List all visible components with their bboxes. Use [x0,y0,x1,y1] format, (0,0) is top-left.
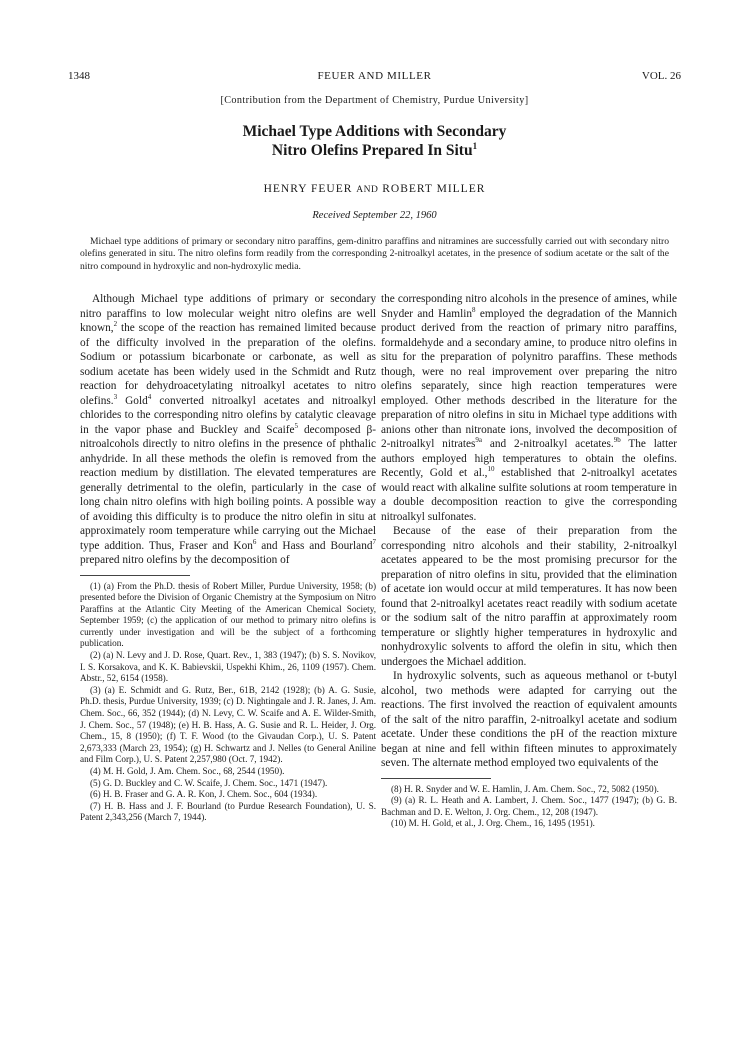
paragraph: Because of the ease of their preparation from the corresponding nitro alcohols and their stability, 2-nitroalkyl acetates appeared to be the most promising precursor for the preparation of nitro olefins in situ, provided that the elimination of acetate ion would occur at mild temperatures. It has now been found that 2-nitroalkyl acetates react readily with sodium acetate or the sodium salt of the nitro paraffin at approximately room temperature or slightly higher temperatures in hydroxylic and nonhydroxylic solvents to afford the olefin in situ, which then undergoes the Michael addition. [381,525,677,668]
received-date: Received September 22, 1960 [312,210,437,221]
author-conjunction: AND [356,185,379,195]
paragraph: the corresponding nitro alcohols in the presence of amines, while Snyder and Hamlin$^8$ employed the degradation of the Mannich product derived from the reaction of primary nitro paraffins, formaldehyde and a secondary amine, to produce nitro olefins in situ for the preparation of polynitro paraffins. These methods though, were no real improvement over preparing the nitro olefins separately, since high reaction temperatures were employed. Other methods described in the literature for the preparation of nitro olefins in situ in Michael type additions with anions other than nitronate ions, involved the decomposition of 2-nitroalkyl nitrates$^{9a}$ and 2-nitroalkyl acetates.$^{9b}$ The latter authors employed high temperatures to obtain the olefins. Recently, Gold et al.,$^{10}$ established that 2-nitroalkyl acetates would react with alkaline sulfite solutions at room temperature in a double decomposition reaction to give the corresponding nitroalkyl sulfonates. [381,293,677,523]
title-footnote-ref: 1 [472,140,478,151]
footnotes-right [381,784,677,830]
page-number: 1348 [68,70,90,82]
abstract: Michael type additions of primary or secondary nitro paraffins, gem-dinitro paraffins and nitramines are successfully carried out with secondary nitro olefins generated in situ. The nitro olefins form readily from the corresponding 2-nitroalkyl acetates, in the presence of sodium acetate or the salt of the nitro compound in hydroxylic and non-hydroxylic media. [80,236,669,272]
right-column [381,292,677,830]
author-line [68,183,681,195]
footnote: (10) M. H. Gold, et al., J. Org. Chem., 16, 1495 (1951). [391,818,595,829]
left-body [80,292,376,568]
paragraph: Although Michael type additions of primary or secondary nitro paraffins to low molecular weight nitro olefins are well known,$^2$ the scope of the reaction has remained limited because of the difficulty involved in the preparation of the olefins. Sodium or potassium bicarbonate or carbonate, as well as sodium acetate has been widely used in the Schmidt and Rutz reaction for dehydroacetylating nitroalkyl acetates to nitro olefins.$^3$ Gold$^4$ converted nitroalkyl acetates and nitroalkyl chlorides to the corresponding nitro olefins by catalytic cleavage in the vapor phase and Buckley and Scaife$^5$ decomposed β-nitroalcohols directly to nitro olefins in the presence of phthalic anhydride. In all these methods the olefin is removed from the reaction medium by distillation. The elevated temperatures are generally detrimental to the olefin, particularly in the case of long chain nitro olefins with high boiling points. A possible way of avoiding this difficulty is to produce the nitro olefin in situ at approximately room temperature while carrying out the Michael type addition. Thus, Fraser and Kon$^6$ and Hass and Bourland$^7$ prepared nitro olefins by the decomposition of [80,293,377,566]
footnote-divider [381,778,491,779]
footnote: (1) (a) From the Ph.D. thesis of Robert Miller, Purdue University, 1958; (b) presented before the Division of Organic Chemistry at the Symposium on Nitro Paraffins at the Atlantic City Meeting of the American Chemical Society, September 1959; (c) the application of our method to primary nitro olefins is currently under investigation and will be the subject of a forthcoming publication. [80,580,376,649]
paragraph: In hydroxylic solvents, such as aqueous methanol or t-butyl alcohol, two methods were adapted for carrying out the reactions. The first involved the reaction of equivalent amounts of the salt of the nitro paraffin, 2-nitroalkyl acetate and sodium acetate. Under these conditions the pH of the reaction mixture began at nine and fell within fifteen minutes to approximately seven. The alternate method employed two equivalents of the [381,670,677,769]
footnote: (3) (a) E. Schmidt and G. Rutz, Ber., 61B, 2142 (1928); (b) A. G. Susie, Ph.D. thesis, Purdue University, 1939; (c) D. Nightingale and J. R. Janes, J. Am. Chem. Soc., 66, 352 (1944); (d) N. Levy, C. W. Scaife and A. E. Wilder-Smith, J. Chem. Soc., 57 (1948); (e) H. B. Hass, A. G. Susie and R. L. Heider, J. Org. Chem., 15, 8 (1950); (f) T. F. Wood (to the Givaudan Corp.), U. S. Patent 2,673,333 (March 23, 1954); (g) H. Schwartz and J. Nelles (to General Aniline and Film Corp.), U. S. Patent 2,257,980 (Oct. 7, 1942). [80,684,376,765]
footnote-divider [80,575,190,576]
footnote: (6) H. B. Fraser and G. A. R. Kon, J. Chem. Soc., 604 (1934). [90,789,318,800]
running-title: FEUER AND MILLER [317,70,432,82]
author-2: ROBERT MILLER [382,183,486,195]
title-line-1: Michael Type Additions with Secondary [242,123,507,140]
footnote: (2) (a) N. Levy and J. D. Rose, Quart. Rev., 1, 383 (1947); (b) S. S. Novikov, I. S. Korsakova, and K. K. Babievskii, Uspekhi Khim., 26, 1109 (1957). Chem. Abstr., 52, 6154 (1958). [80,650,376,684]
volume-label: VOL. 26 [641,70,681,82]
left-column [80,292,376,824]
footnote: (7) H. B. Hass and J. F. Bourland (to Purdue Research Foundation), U. S. Patent 2,343,256 (March 7, 1944). [80,800,376,823]
contribution-note: [Contribution from the Department of Chemistry, Purdue University] [220,95,529,106]
author-1: HENRY FEUER [263,183,353,195]
footnote: (8) H. R. Snyder and W. E. Hamlin, J. Am. Chem. Soc., 72, 5082 (1950). [391,783,659,794]
footnote: (5) G. D. Buckley and C. W. Scaife, J. Chem. Soc., 1471 (1947). [90,777,328,788]
footnote: (9) (a) R. L. Heath and A. Lambert, J. Chem. Soc., 1477 (1947); (b) G. B. Bachman and D. E. Welton, J. Org. Chem., 12, 208 (1947). [381,795,677,817]
title-line-2: Nitro Olefins Prepared In Situ$^1$ [271,140,478,159]
footnote: (4) M. H. Gold, J. Am. Chem. Soc., 68, 2544 (1950). [90,766,285,776]
right-body [381,292,677,771]
running-head [68,70,681,84]
footnotes-left [80,581,376,824]
article-title [68,122,681,160]
